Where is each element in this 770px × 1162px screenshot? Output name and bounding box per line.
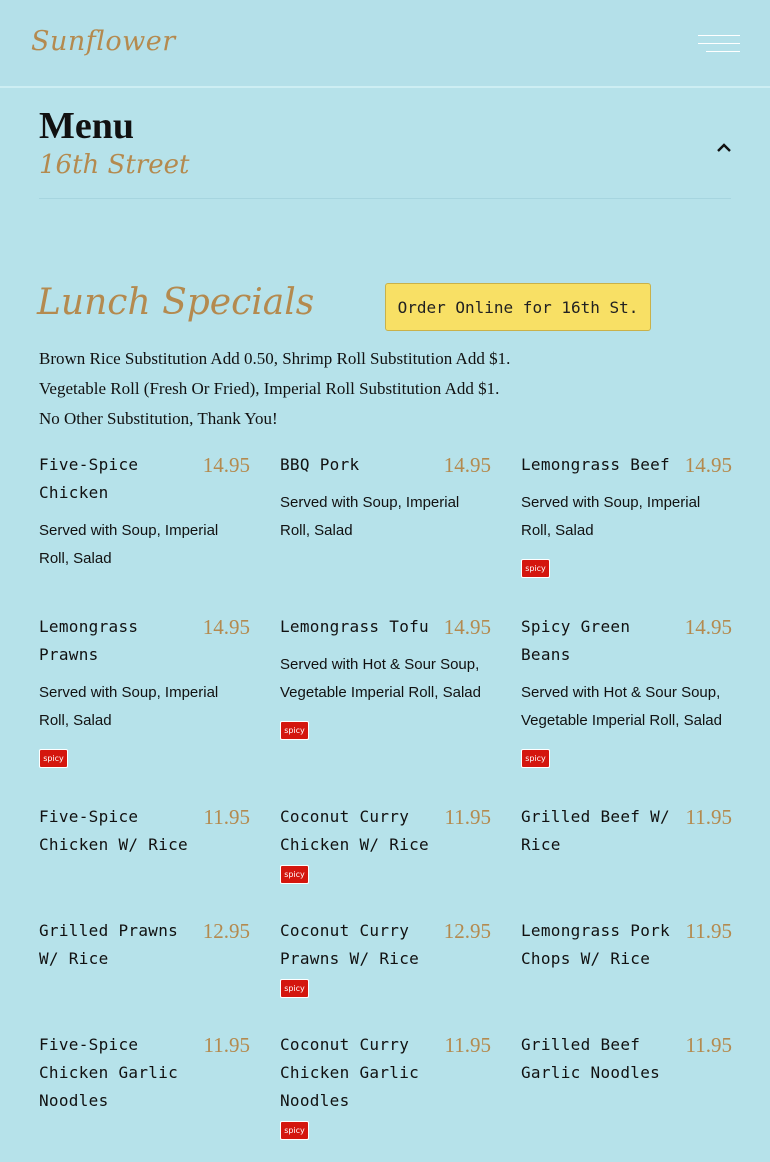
- item-name: Five-Spice Chicken: [39, 455, 139, 502]
- hamburger-icon[interactable]: [698, 35, 740, 53]
- item-price: 11.95: [685, 1033, 732, 1057]
- item-name: Lemongrass Tofu: [280, 617, 429, 636]
- item-description: Served with Soup, Imperial Roll, Salad: [39, 522, 219, 567]
- item-name: Five-Spice Chicken Garlic Noodles: [39, 1035, 179, 1110]
- item-name: BBQ Pork: [280, 455, 360, 474]
- spicy-badge: spicy: [521, 559, 550, 578]
- item-price: 11.95: [685, 805, 732, 829]
- site-header: [0, 0, 770, 88]
- item-price: 11.95: [444, 1033, 491, 1057]
- item-description: Served with Hot & Sour Soup, Vegetable Imperial Roll, Salad: [280, 656, 481, 701]
- item-price: 14.95: [443, 453, 491, 477]
- item-name: Grilled Beef Garlic Noodles: [521, 1035, 661, 1082]
- item-price: 11.95: [203, 805, 250, 829]
- spicy-badge: spicy: [521, 749, 550, 768]
- item-description: Served with Soup, Imperial Roll, Salad: [280, 494, 460, 539]
- note-line: Vegetable Roll (Fresh Or Fried), Imperial Roll Substitution Add $1.: [39, 379, 500, 398]
- item-name: Coconut Curry Prawns W/ Rice: [280, 921, 420, 968]
- chevron-up-icon[interactable]: [716, 140, 732, 156]
- item-name: Spicy Green Beans: [521, 617, 631, 664]
- spicy-badge: spicy: [280, 865, 309, 884]
- item-price: 11.95: [203, 1033, 250, 1057]
- item-name: Grilled Beef W/ Rice: [521, 807, 670, 854]
- item-price: 14.95: [202, 615, 250, 639]
- note-line: Brown Rice Substitution Add 0.50, Shrimp Roll Substitution Add $1.: [39, 349, 511, 368]
- item-price: 14.95: [684, 615, 732, 639]
- item-price: 14.95: [443, 615, 491, 639]
- item-name: Grilled Prawns W/ Rice: [39, 921, 179, 968]
- item-price: 11.95: [444, 805, 491, 829]
- spicy-badge: spicy: [39, 749, 68, 768]
- item-price: 12.95: [202, 919, 250, 943]
- substitution-notes: [39, 344, 739, 434]
- item-name: Lemongrass Pork Chops W/ Rice: [521, 921, 670, 968]
- item-name: Coconut Curry Chicken W/ Rice: [280, 807, 429, 854]
- location-subtitle: 16th Street: [39, 150, 190, 180]
- menu-header: [39, 104, 731, 199]
- item-description: Served with Soup, Imperial Roll, Salad: [39, 684, 219, 729]
- page-title: Menu: [39, 105, 134, 147]
- spicy-badge: spicy: [280, 721, 309, 740]
- item-name: Five-Spice Chicken W/ Rice: [39, 807, 188, 854]
- section-title: Lunch Specials: [37, 282, 315, 323]
- item-price: 14.95: [684, 453, 732, 477]
- spicy-badge: spicy: [280, 979, 309, 998]
- spicy-badge: spicy: [280, 1121, 309, 1140]
- item-name: Lemongrass Prawns: [39, 617, 139, 664]
- order-online-button[interactable]: Order Online for 16th St.: [385, 283, 651, 331]
- logo[interactable]: Sunflower: [31, 26, 176, 57]
- item-name: Coconut Curry Chicken Garlic Noodles: [280, 1035, 420, 1110]
- item-price: 14.95: [202, 453, 250, 477]
- item-price: 11.95: [685, 919, 732, 943]
- item-description: Served with Soup, Imperial Roll, Salad: [521, 494, 701, 539]
- note-line: No Other Substitution, Thank You!: [39, 409, 278, 428]
- item-price: 12.95: [443, 919, 491, 943]
- item-description: Served with Hot & Sour Soup, Vegetable Imperial Roll, Salad: [521, 684, 722, 729]
- item-name: Lemongrass Beef: [521, 455, 670, 474]
